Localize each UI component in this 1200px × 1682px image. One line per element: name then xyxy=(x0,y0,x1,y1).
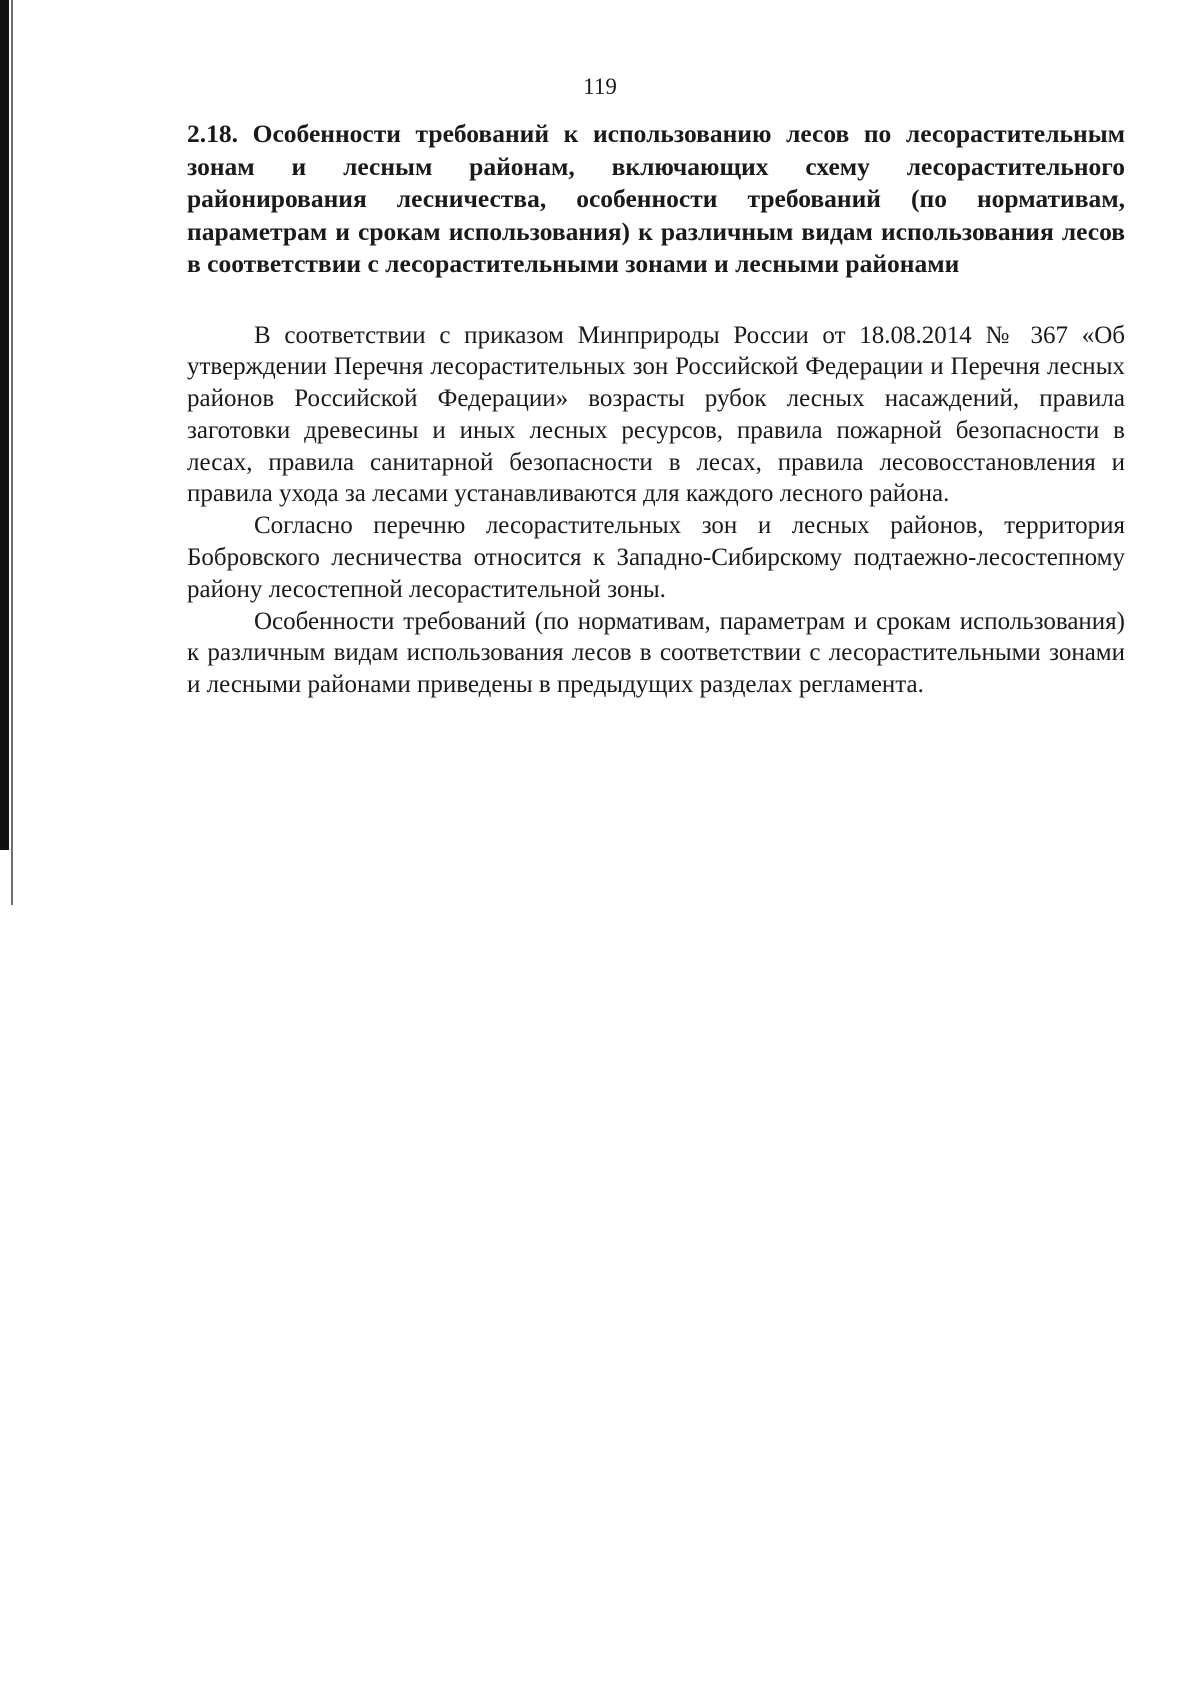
section-heading: 2.18. Особенности требований к использованию лесов по лесорастительным зонам и лесным районам, включающих схему лесорастительного районирования лесничества, особенности требований (по нормативам, параметрам и срокам использования) к различным видам использования лесов в соответствии с лесорастительными зонами и лесными районами xyxy=(187,119,1125,278)
paragraph-requirements: Особенности требований (по нормативам, параметрам и срокам использования) к различным видам использования лесов в соответствии с лесорастительными зонами и лесными районами приведены в предыдущих разделах регламента. xyxy=(187,607,1125,699)
scan-edge-line xyxy=(11,0,13,905)
scan-edge-dark xyxy=(0,0,9,850)
paragraph-order-reference: В соответствии с приказом Минприроды России от 18.08.2014 № 367 «Об утверждении Перечня лесорастительных зон Российской Федерации и Перечня лесных районов Российской Федерации» возрасты рубок лесных насаждений, правила заготовки древесины и иных лесных ресурсов, правила пожарной безопасности в лесах, правила санитарной безопасности в лесах, правила лесовосстановления и правила ухода за лесами устанавливаются для каждого лесного района. xyxy=(187,321,1125,508)
page-number: 119 xyxy=(583,74,617,99)
paragraph-territory: Согласно перечню лесорастительных зон и лесных районов, территория Бобровского лесничества относится к Западно-Сибирскому подтаежно-лесостепному району лесостепной лесорастительной зоны. xyxy=(187,512,1125,603)
document-body xyxy=(187,118,1125,701)
